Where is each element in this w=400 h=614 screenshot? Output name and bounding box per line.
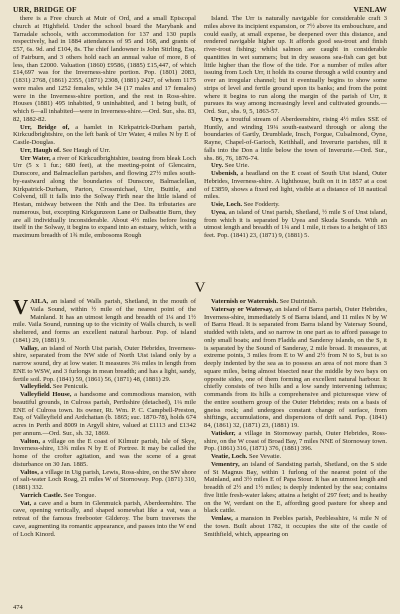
entry-paragraph xyxy=(13,500,196,539)
entry-paragraph xyxy=(204,15,387,116)
entry-paragraph xyxy=(13,147,196,155)
entry-headword: Valleyfield House, xyxy=(20,391,72,398)
entry-text: a mansion in Peebles parish, Peeblesshire, ¼ mile N of the town. Built about 1782, it occupies the site of the castle of Smithfield, which, appearing on xyxy=(204,515,387,538)
entry-text: a hamlet in Kirkpatrick-Durham parish, Kirkcudbrightshire, on the left bank of Urr Water, 4 miles N by E of Castle-Douglas. xyxy=(13,123,197,146)
entry-text: See Duirinish. xyxy=(279,298,318,305)
entry-headword: AILA, xyxy=(30,298,49,305)
entry-text: a handsome and commodious mansion, with beautiful grounds, in Culross parish, Perthshire (detached), 1¼ mile ENE of Culross town. Its owner, Rt. Wm. P. C. Campbell-Preston, Esq. of Valleyfield and Ardchattan (b. 1865; suc. 1870-78), holds 674 acres in Perth and 8009 in Argyll shire, valued at £1113 and £1342 per annum.—Ord. Sur., sh. 32, 1869. xyxy=(13,391,196,437)
entry-headword: Vementry, xyxy=(211,460,240,468)
drop-cap-letter: V xyxy=(13,298,29,319)
entry-headword: Vatersay or Watersay, xyxy=(211,305,274,313)
entry-paragraph xyxy=(204,453,387,461)
entry-headword: Urr Water, xyxy=(20,154,51,162)
entry-headword: Varrich Castle. xyxy=(20,491,63,499)
entry-text: a troutful stream of Aberdeenshire, rising 4½ miles SSE of Huntly, and winding 19¼ south-eastward through or along the boundaries of Gartly, Drumblade, Insch, Forgue, Culsalmond, Oyne, Rayne, Chapel-of-Garioch, Keithhall, and Inverurie parishes, till it falls into the Don a little below the town of Inverurie.—Ord. Sur., shs. 86, 76, 1876-74. xyxy=(204,115,387,162)
page-number: 474 xyxy=(13,604,23,611)
entry-paragraph xyxy=(13,438,196,469)
section-letter: V xyxy=(194,280,206,296)
entry-paragraph xyxy=(13,298,196,345)
entry-paragraph xyxy=(13,469,196,492)
running-head-right: VENLAW xyxy=(353,5,387,14)
right-column xyxy=(204,15,387,277)
entry-headword: Uyea, xyxy=(211,208,227,216)
v-section xyxy=(13,298,387,614)
entry-headword: Urr, Haugh of. xyxy=(20,146,61,154)
entry-headword: Veatie, Loch. xyxy=(211,453,248,460)
entry-paragraph xyxy=(204,515,387,538)
entry-paragraph xyxy=(204,170,387,201)
entry-headword: Urr, Bridge of, xyxy=(20,123,70,131)
entry-text: a cave and a burn in Glenmuick parish, Aberdeenshire. The cave, opening vertically, and shaped somewhat like a vat, was a retreat of the famous freebooter Gilderoy. The burn traverses the cave, augmenting its romantic appearance, and passes into the W end of Loch Kinord. xyxy=(13,499,196,538)
entry-text: an island of Unst parish, Shetland, ½ mile S of Unst island, from which it is separated by Uyea and Skuda Sounds. With an utmost length and breadth of 1¼ and 1 mile, it rises to a height of 183 feet. Pop. (1841) 23, (1871) 9, (1881) 5. xyxy=(204,208,387,239)
u-section xyxy=(13,15,387,277)
entry-headword: Venlaw, xyxy=(211,515,233,522)
entry-paragraph xyxy=(204,116,387,163)
entry-paragraph xyxy=(204,306,387,430)
entry-paragraph xyxy=(204,201,387,209)
entry-paragraph xyxy=(13,124,196,147)
entry-text: there is a Free church at Muir of Ord, and a small Episcopal church at Highfield. Under the school board the Marybank and Tarradale schools, with accommodation for 137 and 130 pupils respectively, had in 1884 attendances of 95 and 168, and grants of £57, 6s. 9d. and £104, 8s. The chief landowner is John Stirling, Esq. of Fairburn, and 3 others hold each an annual value of more, 8 of less, than £2000. Valuation (1860) £9586, (1885) £15,447, of which £14,697 was for the Inverness-shire portion. Pop. (1801) 2083, (1831) 2768, (1861) 2355, (1871) 2308, (1881) 2427, of whom 1175 were males and 1252 females, while 34 (17 males and 17 females) were in the Inverness-shire portion, and the rest in Ross-shire. Houses (1881) 495 inhabited, 9 uninhabited, and 1 being built, of which 6—all inhabited—were in Inverness-shire.—Ord. Sur., shs. 83, 82, 1882-82. xyxy=(13,15,196,123)
entry-paragraph xyxy=(204,430,387,453)
entry-paragraph xyxy=(204,461,387,515)
entry-headword: Usie, Loch. xyxy=(211,201,243,208)
entry-headword: Valtos, xyxy=(20,468,39,476)
left-column xyxy=(13,15,196,277)
entry-text: See Fodderty. xyxy=(243,201,280,208)
entry-paragraph xyxy=(13,155,196,240)
entry-paragraph xyxy=(13,391,196,438)
entry-text: See Tongue. xyxy=(63,491,97,499)
entry-text: See Penicuik. xyxy=(52,383,89,391)
entry-text: Island. The Urr is naturally navigable for considerable craft 3 miles above its incipient expansion, or 7½ above its embouchure, and could easily, at small expense, be deepened over this distance, and rendered navigable higher up. It affords good sea-trout and finish river-trout fishing; whilst salmon are caught in considerable quantities in wet summers; but in dry seasons sea-fish can get but little higher than the flow of the tide. For a number of miles after issuing from Loch Urr, it holds its course through a wild country and over an irregular channel; but it eventually begins to show some strips of level and fertile ground upon its banks; and from the point where it begins to run along the margin of the parish of Urr, it pursues its way among increasingly level and cultivated grounds.—Ord. Sur., shs. 9, 5, 1863-57. xyxy=(204,15,387,115)
entry-paragraph xyxy=(13,383,196,391)
entry-headword: Ury, xyxy=(211,115,224,123)
entry-text: an island of Sandsting parish, Shetland, on the S side of St Magnus Bay, within 1 furlong of the nearest point of the Mainland, and 3½ miles E of Papa Stour. It has an utmost length and breadth of 2½ and 1½ miles; is deeply indented by the sea; contains five little fresh-water lakes; attains a height of 297 feet; and is heathy on the W, verdant on the E, affording good pasture for sheep and black cattle. xyxy=(204,460,387,515)
entry-text: an island of Barra parish, Outer Hebrides, Inverness-shire, immediately S of Barra island, and 11 miles N by W of Barra Head. It is separated from Barra island by Vatersay Sound, studded with islets, and so narrow in one part as to afford passage to only small boats; and from Fladda and Sandersy islands, on the S, it is separated by the Sound of Sanderay, 2 mile broad. It measures, at extreme points, 3 miles from E to W and 2½ from N to S, but is so deeply indented by the sea as to possess an area of not more than 3 square miles, being almost bisected near the middle by two bays on opposite sides, one of them forming an excellent natural harbour. It chiefly consists of two hills and a low sandy intervening isthmus; commands from its hills a comprehensive and picturesque view of the entire southern group of the Outer Hebrides; rests on a basis of gneiss rock; and undergoes constant change of surface, from shiftings, accumulations, and dispersions of drift sand. Pop. (1841) 84, (1861) 32, (1871) 23, (1881) 19. xyxy=(204,305,387,429)
entry-paragraph xyxy=(204,298,387,306)
entry-paragraph xyxy=(204,162,387,170)
entry-text: See Vevatie. xyxy=(248,453,282,460)
entry-headword: Vatisker, xyxy=(211,429,236,437)
entry-headword: Vaternish or Waternish. xyxy=(211,298,278,305)
entry-paragraph xyxy=(13,492,196,500)
entry-paragraph xyxy=(204,209,387,240)
entry-text: a river of Kirkcudbrightshire, issuing from bleak Loch Urr (5 x 1 fur.; 680 feet), at the meeting-point of Glencairn, Dunscore, and Balmaclellan parishes, and flowing 27½ miles south-by-eastward along the boundaries of Dunscore, Balmaclellan, Kirkpatrick-Durham, Parton, Crossmichael, Urr, Buittle, and Colvend, till it falls into the Solway Firth near the little island of Hestan, midway between the Nith and the Dee. Its tributaries are numerous, but, excepting Kirkgunzeon Lane or Dalbeattie Burn, they are all individually inconsiderable. About 4½ miles before losing itself in the Solway, it begins to expand into an estuary, which, with a maximum breadth of 1¾ mile, embosoms Rough xyxy=(13,154,196,239)
running-head-left: URR, BRIDGE OF xyxy=(13,5,77,14)
entry-text: a headland on the E coast of South Uist island, Outer Hebrides, Inverness-shire. A lighthouse, built on it in 1857 at a cost of £3859, shows a fixed red light, visible at a distance of 18 nautical miles. xyxy=(204,170,387,201)
entry-text: a village in Uig parish, Lewis, Ross-shire, on the SW shore of salt-water Loch Roag, 21 miles W of Stornoway. Pop. (1871) 310, (1881) 332. xyxy=(13,468,196,491)
entry-headword: Usbenish, xyxy=(211,170,239,177)
entry-headword: Valton, xyxy=(20,437,40,445)
entry-headword: Ury. xyxy=(211,162,224,170)
entry-headword: Vat, xyxy=(20,499,32,507)
right-column xyxy=(204,298,387,614)
running-head xyxy=(13,5,387,14)
entry-text: a village in Stornoway parish, Outer Hebrides, Ross-shire, on the W coast of Broad Bay, 7 miles NNE of Stornoway town. Pop. (1861) 316, (1871) 376, (1881) 396. xyxy=(204,429,387,453)
entry-text: See Haugh of Urr. xyxy=(62,146,111,154)
entry-text: an island of Walls parish, Shetland, in the mouth of Vaila Sound, within ½ mile of the nearest point of the Mainland. It has an utmost length and breadth of 1¼ and 1½ mile. Vaila Sound, running up to the vicinity of Walls church, is well sheltered, and forms an excellent natural harbour. Pop. of island (1841) 29, (1881) 9. xyxy=(13,298,197,344)
entry-text: a village on the E coast of Kilmuir parish, Isle of Skye, Inverness-shire, 13¾ miles N by E of Portree. It may be called the home of the crofter agitation, and was the scene of a great disturbance on 30 Jan. 1885. xyxy=(13,437,196,468)
left-column xyxy=(13,298,196,614)
entry-headword: Vallay, xyxy=(20,344,39,352)
entry-text: an island of North Uist parish, Outer Hebrides, Inverness-shire, separated from the NW side of North Uist island only by a narrow sound, dry at low water. It measures 3¼ miles in length from ENE to WSW, and 3 furlongs in mean breadth; and has a light, sandy, fertile soil. Pop. (1841) 59, (1861) 56, (1871) 48, (1881) 29. xyxy=(13,344,197,383)
entry-paragraph xyxy=(13,345,196,384)
entry-text: See Urie. xyxy=(224,162,250,170)
entry-headword: Valleyfield. xyxy=(20,383,52,391)
entry-paragraph xyxy=(13,15,196,124)
